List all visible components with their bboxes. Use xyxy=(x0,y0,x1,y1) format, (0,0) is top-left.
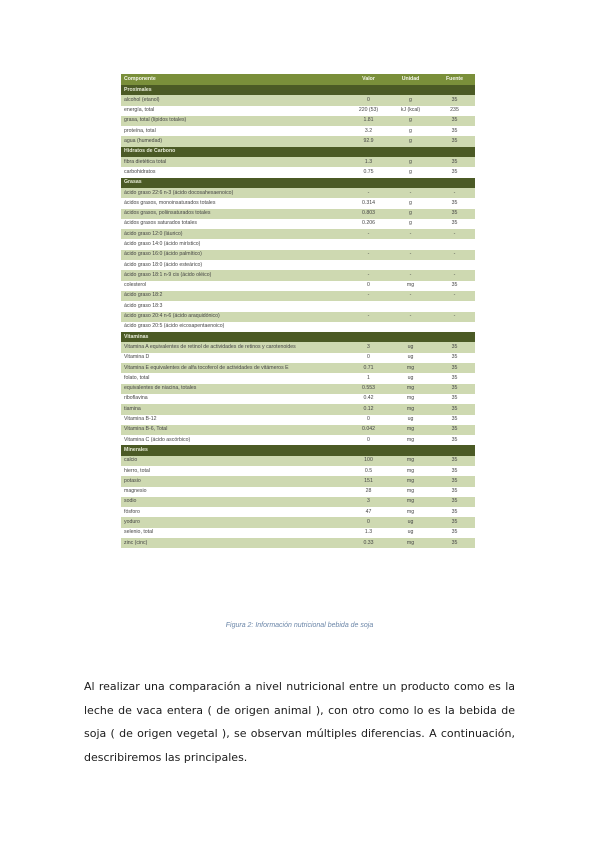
cell-componente: ácido graso 14:0 (ácido mirístico) xyxy=(121,239,350,249)
cell-unidad: g xyxy=(387,116,434,126)
cell-componente: ácido graso 16:0 (ácido palmítico) xyxy=(121,250,350,260)
cell-fuente: 35 xyxy=(434,95,475,105)
cell-valor: 3 xyxy=(350,497,387,507)
cell-componente: ácido graso 12:0 (láurico) xyxy=(121,229,350,239)
cell-valor: 0.314 xyxy=(350,198,387,208)
cell-valor: 0.42 xyxy=(350,394,387,404)
table-row xyxy=(121,528,475,538)
table-row xyxy=(121,476,475,486)
cell-valor: - xyxy=(350,291,387,301)
table-row xyxy=(121,466,475,476)
table-row xyxy=(121,291,475,301)
cell-valor: 0 xyxy=(350,353,387,363)
cell-valor: 0 xyxy=(350,435,387,445)
cell-fuente: 35 xyxy=(434,198,475,208)
cell-valor: - xyxy=(350,188,387,198)
cell-unidad: g xyxy=(387,136,434,146)
cell-fuente: 35 xyxy=(434,466,475,476)
cell-componente: fibra dietética total xyxy=(121,157,350,167)
cell-valor: 1.3 xyxy=(350,528,387,538)
table-row xyxy=(121,415,475,425)
cell-unidad: - xyxy=(387,312,434,322)
cell-componente: grasa, total (lípidos totales) xyxy=(121,116,350,126)
table-row xyxy=(121,157,475,167)
cell-fuente: 35 xyxy=(434,456,475,466)
cell-unidad: mg xyxy=(387,435,434,445)
section-title: Hidratos de Carbono xyxy=(121,147,475,157)
cell-valor: 1.3 xyxy=(350,157,387,167)
body-paragraph: Al realizar una comparación a nivel nutricional entre un producto como es la leche de vaca entera ( de origen animal ), con otro como lo es la bebida de soja ( de origen vegetal ), se observan múltiples diferencias. A continuación, describiremos las principales. xyxy=(84,680,515,764)
table-row xyxy=(121,260,475,270)
cell-componente: alcohol (etanol) xyxy=(121,95,350,105)
cell-componente: Vitamina B-12 xyxy=(121,415,350,425)
table-row xyxy=(121,188,475,198)
cell-fuente: 35 xyxy=(434,157,475,167)
table-row xyxy=(121,373,475,383)
cell-valor xyxy=(350,260,387,270)
cell-unidad xyxy=(387,322,434,332)
cell-valor xyxy=(350,239,387,249)
cell-valor xyxy=(350,301,387,311)
cell-fuente xyxy=(434,239,475,249)
cell-unidad: g xyxy=(387,209,434,219)
cell-componente: proteína, total xyxy=(121,126,350,136)
table-row xyxy=(121,250,475,260)
cell-fuente: 35 xyxy=(434,487,475,497)
cell-unidad: - xyxy=(387,188,434,198)
cell-valor: 0.75 xyxy=(350,167,387,177)
table-row xyxy=(121,363,475,373)
cell-componente: ácido graso 20:5 (ácido eicosapentaenoico) xyxy=(121,322,350,332)
cell-fuente: 35 xyxy=(434,342,475,352)
cell-fuente: 35 xyxy=(434,219,475,229)
table-row xyxy=(121,209,475,219)
cell-fuente: 35 xyxy=(434,167,475,177)
table-row xyxy=(121,281,475,291)
cell-valor: 0 xyxy=(350,95,387,105)
cell-fuente: 35 xyxy=(434,126,475,136)
cell-unidad xyxy=(387,260,434,270)
cell-fuente: 35 xyxy=(434,425,475,435)
table-row xyxy=(121,435,475,445)
cell-fuente: - xyxy=(434,270,475,280)
cell-unidad: ug xyxy=(387,373,434,383)
cell-valor: 0.71 xyxy=(350,363,387,373)
table-row xyxy=(121,219,475,229)
cell-componente: ácidos grasos, poliinsaturados totales xyxy=(121,209,350,219)
cell-unidad: mg xyxy=(387,425,434,435)
table-header-row xyxy=(121,74,475,85)
cell-valor: 0 xyxy=(350,517,387,527)
cell-componente: tiamina xyxy=(121,404,350,414)
table-row xyxy=(121,95,475,105)
cell-componente: ácido graso 20:4 n-6 (ácido araquidónico) xyxy=(121,312,350,322)
cell-unidad: - xyxy=(387,229,434,239)
section-title: Minerales xyxy=(121,445,475,455)
cell-componente: Vitamina D xyxy=(121,353,350,363)
cell-unidad: kJ (kcal) xyxy=(387,106,434,116)
nutrition-table-container xyxy=(121,74,475,548)
cell-componente: riboflavina xyxy=(121,394,350,404)
table-row xyxy=(121,239,475,249)
cell-componente: agua (humedad) xyxy=(121,136,350,146)
cell-valor: 0 xyxy=(350,281,387,291)
cell-unidad xyxy=(387,239,434,249)
cell-valor: 3.2 xyxy=(350,126,387,136)
cell-fuente: - xyxy=(434,312,475,322)
cell-componente: Vitamina A equivalentes de retinol de actividades de retinos y carotenoides xyxy=(121,342,350,352)
cell-componente: Vitamina B-6, Total xyxy=(121,425,350,435)
cell-fuente: - xyxy=(434,188,475,198)
table-body xyxy=(121,85,475,548)
cell-componente: selenio, total xyxy=(121,528,350,538)
cell-valor: 220 (53) xyxy=(350,106,387,116)
cell-componente: ácido graso 18:1 n-9 cis (ácido oléico) xyxy=(121,270,350,280)
table-row xyxy=(121,126,475,136)
table-row xyxy=(121,507,475,517)
table-row xyxy=(121,487,475,497)
section-title: Vitaminas xyxy=(121,332,475,342)
cell-valor: 47 xyxy=(350,507,387,517)
cell-fuente xyxy=(434,260,475,270)
cell-fuente: 35 xyxy=(434,517,475,527)
table-row xyxy=(121,167,475,177)
cell-valor: 28 xyxy=(350,487,387,497)
cell-valor: 151 xyxy=(350,476,387,486)
cell-valor: - xyxy=(350,270,387,280)
cell-valor: 3 xyxy=(350,342,387,352)
section-header-row xyxy=(121,85,475,95)
cell-unidad: mg xyxy=(387,281,434,291)
section-header-row xyxy=(121,445,475,455)
cell-componente: ácido graso 18:3 xyxy=(121,301,350,311)
cell-unidad xyxy=(387,301,434,311)
cell-fuente: 35 xyxy=(434,497,475,507)
cell-componente: colesterol xyxy=(121,281,350,291)
table-row xyxy=(121,538,475,548)
table-row xyxy=(121,517,475,527)
cell-valor: 0.206 xyxy=(350,219,387,229)
cell-valor: - xyxy=(350,312,387,322)
cell-unidad: mg xyxy=(387,363,434,373)
table-row xyxy=(121,353,475,363)
cell-componente: ácido graso 18:2 xyxy=(121,291,350,301)
table-row xyxy=(121,198,475,208)
cell-valor: 0.553 xyxy=(350,384,387,394)
cell-unidad: mg xyxy=(387,476,434,486)
cell-valor: 0 xyxy=(350,415,387,425)
cell-unidad: mg xyxy=(387,507,434,517)
cell-unidad: mg xyxy=(387,404,434,414)
cell-valor: 1 xyxy=(350,373,387,383)
table-row xyxy=(121,106,475,116)
section-title: Grasas xyxy=(121,178,475,188)
cell-valor xyxy=(350,322,387,332)
cell-fuente: 35 xyxy=(434,415,475,425)
cell-unidad: ug xyxy=(387,353,434,363)
cell-fuente: 35 xyxy=(434,507,475,517)
cell-valor: 0.042 xyxy=(350,425,387,435)
cell-fuente: 35 xyxy=(434,281,475,291)
section-header-row xyxy=(121,332,475,342)
cell-unidad: - xyxy=(387,250,434,260)
cell-valor: - xyxy=(350,250,387,260)
table-row xyxy=(121,394,475,404)
cell-valor: 0.33 xyxy=(350,538,387,548)
cell-unidad: mg xyxy=(387,466,434,476)
cell-unidad: g xyxy=(387,219,434,229)
cell-unidad: mg xyxy=(387,384,434,394)
table-row xyxy=(121,404,475,414)
cell-componente: ácido graso 18:0 (ácido esteárico) xyxy=(121,260,350,270)
cell-componente: hierro, total xyxy=(121,466,350,476)
cell-componente: zinc (cinc) xyxy=(121,538,350,548)
header-valor: Valor xyxy=(350,74,387,85)
table-row xyxy=(121,342,475,352)
cell-fuente: 35 xyxy=(434,373,475,383)
table-row xyxy=(121,456,475,466)
header-fuente: Fuente xyxy=(434,74,475,85)
cell-componente: equivalentes de niacina, totales xyxy=(121,384,350,394)
table-row xyxy=(121,425,475,435)
table-row xyxy=(121,301,475,311)
cell-unidad: g xyxy=(387,126,434,136)
cell-unidad: mg xyxy=(387,487,434,497)
cell-valor: 92.9 xyxy=(350,136,387,146)
cell-fuente: 35 xyxy=(434,476,475,486)
cell-valor: 0.803 xyxy=(350,209,387,219)
table-row xyxy=(121,497,475,507)
figure-caption: Figura 2: Información nutricional bebida de soja xyxy=(225,622,374,629)
cell-fuente: 35 xyxy=(434,353,475,363)
cell-unidad: ug xyxy=(387,528,434,538)
cell-unidad: ug xyxy=(387,342,434,352)
cell-unidad: ug xyxy=(387,517,434,527)
cell-fuente: 35 xyxy=(434,209,475,219)
cell-valor: 100 xyxy=(350,456,387,466)
cell-componente: carbohidratos xyxy=(121,167,350,177)
cell-componente: ácidos grasos, monoinsaturados totales xyxy=(121,198,350,208)
table-row xyxy=(121,322,475,332)
table-row xyxy=(121,312,475,322)
cell-fuente: 35 xyxy=(434,394,475,404)
cell-unidad: g xyxy=(387,157,434,167)
cell-unidad: ug xyxy=(387,415,434,425)
header-componente: Componente xyxy=(121,74,350,85)
table-row xyxy=(121,136,475,146)
cell-componente: magnesio xyxy=(121,487,350,497)
cell-fuente: 35 xyxy=(434,538,475,548)
cell-fuente xyxy=(434,301,475,311)
cell-unidad: g xyxy=(387,167,434,177)
nutrition-table xyxy=(121,74,475,548)
cell-componente: folato, total xyxy=(121,373,350,383)
cell-fuente: 235 xyxy=(434,106,475,116)
cell-fuente: 35 xyxy=(434,136,475,146)
table-row xyxy=(121,270,475,280)
cell-componente: ácidos grasos saturados totales xyxy=(121,219,350,229)
cell-componente: Vitamina C (ácido ascórbico) xyxy=(121,435,350,445)
cell-unidad: - xyxy=(387,291,434,301)
cell-valor: 1.81 xyxy=(350,116,387,126)
cell-fuente: 35 xyxy=(434,384,475,394)
section-title: Proximales xyxy=(121,85,475,95)
cell-fuente xyxy=(434,322,475,332)
cell-valor: 0.12 xyxy=(350,404,387,414)
cell-componente: energía, total xyxy=(121,106,350,116)
cell-unidad: mg xyxy=(387,497,434,507)
table-row xyxy=(121,116,475,126)
cell-valor: - xyxy=(350,229,387,239)
cell-componente: sodio xyxy=(121,497,350,507)
cell-fuente: 35 xyxy=(434,363,475,373)
cell-unidad: g xyxy=(387,95,434,105)
cell-fuente: 35 xyxy=(434,116,475,126)
cell-unidad: mg xyxy=(387,456,434,466)
cell-unidad: - xyxy=(387,270,434,280)
header-unidad: Unidad xyxy=(387,74,434,85)
cell-componente: potasio xyxy=(121,476,350,486)
cell-unidad: mg xyxy=(387,538,434,548)
cell-componente: Vitamina E equivalentes de alfa tocoferol de actividades de vitámeros E xyxy=(121,363,350,373)
cell-valor: 0.5 xyxy=(350,466,387,476)
cell-componente: yoduro xyxy=(121,517,350,527)
cell-fuente: 35 xyxy=(434,528,475,538)
cell-fuente: - xyxy=(434,250,475,260)
cell-unidad: mg xyxy=(387,394,434,404)
cell-unidad: g xyxy=(387,198,434,208)
cell-componente: ácido graso 22:6 n-3 (ácido docosahexaenoico) xyxy=(121,188,350,198)
section-header-row xyxy=(121,147,475,157)
cell-fuente: 35 xyxy=(434,404,475,414)
cell-fuente: - xyxy=(434,291,475,301)
table-row xyxy=(121,384,475,394)
section-header-row xyxy=(121,178,475,188)
cell-fuente: - xyxy=(434,229,475,239)
cell-componente: fósforo xyxy=(121,507,350,517)
cell-fuente: 35 xyxy=(434,435,475,445)
table-row xyxy=(121,229,475,239)
cell-componente: calcio xyxy=(121,456,350,466)
